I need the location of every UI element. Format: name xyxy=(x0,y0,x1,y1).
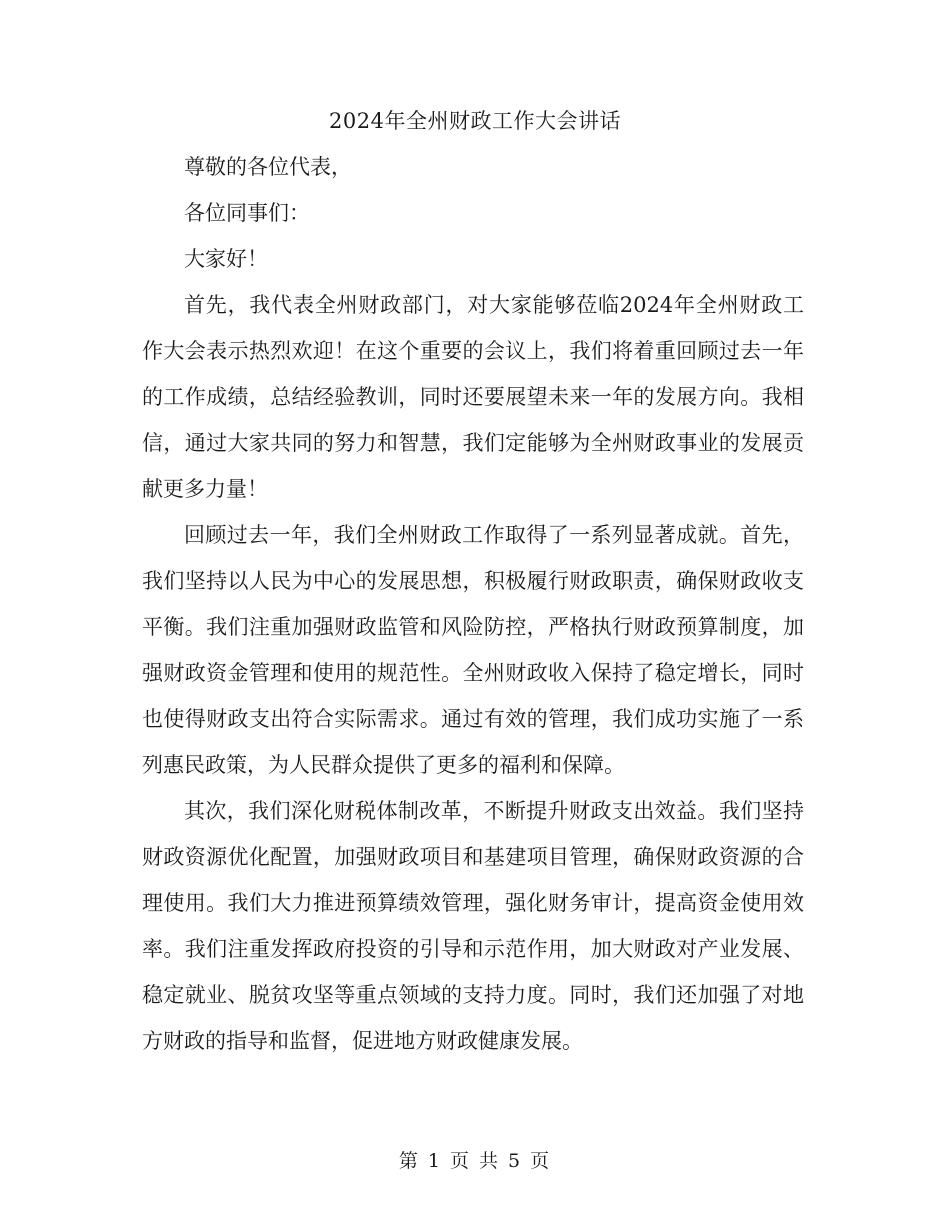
page-number: 第 1 页 共 5 页 xyxy=(398,1150,552,1172)
document-body xyxy=(142,144,804,1064)
salutation-representatives: 尊敬的各位代表， xyxy=(184,155,352,179)
salutation-colleagues: 各位同事们： xyxy=(184,201,310,225)
document-title: 2024年全州财政工作大会讲话 xyxy=(329,109,621,133)
greeting: 大家好！ xyxy=(184,247,268,271)
paragraph-welcome: 首先，我代表全州财政部门，对大家能够莅临2024年全州财政工作大会表示热烈欢迎！在这个重要的会议上，我们将着重回顾过去一年的工作成绩，总结经验教训，同时还要展望未来一年的发展方向。我相信，通过大家共同的努力和智慧，我们定能够为全州财政事业的发展贡献更多力量！ xyxy=(142,293,804,501)
paragraph-review: 回顾过去一年，我们全州财政工作取得了一系列显著成就。首先，我们坚持以人民为中心的发展思想，积极履行财政职责，确保财政收支平衡。我们注重加强财政监管和风险防控，严格执行财政预算制度，加强财政资金管理和使用的规范性。全州财政收入保持了稳定增长，同时也使得财政支出符合实际需求。通过有效的管理，我们成功实施了一系列惠民政策，为人民群众提供了更多的福利和保障。 xyxy=(142,523,804,777)
paragraph-reform: 其次，我们深化财税体制改革，不断提升财政支出效益。我们坚持财政资源优化配置，加强财政项目和基建项目管理，确保财政资源的合理使用。我们大力推进预算绩效管理，强化财务审计，提高资金使用效率。我们注重发挥政府投资的引导和示范作用，加大财政对产业发展、稳定就业、脱贫攻坚等重点领域的支持力度。同时，我们还加强了对地方财政的指导和监督，促进地方财政健康发展。 xyxy=(142,799,804,1053)
